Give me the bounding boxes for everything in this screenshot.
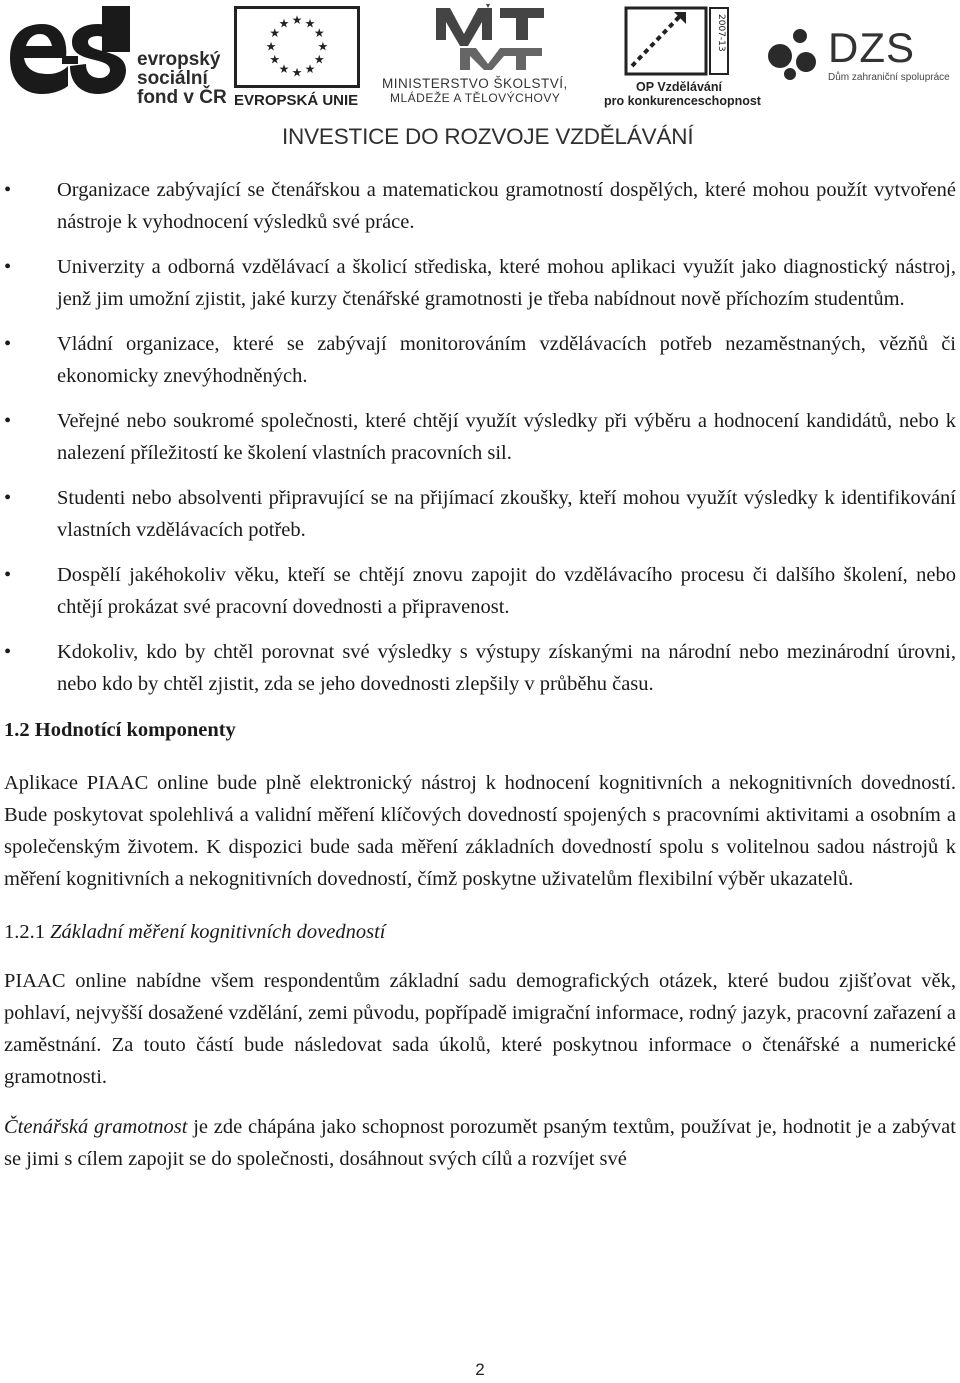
- op-years: 2007-13: [716, 14, 726, 52]
- dzs-mark-icon: [760, 26, 822, 82]
- section-heading: 1.2 Hodnotící komponenty: [4, 719, 236, 741]
- esf-line-2: sociální: [137, 68, 208, 89]
- list-item: • Veřejné nebo soukromé společnosti, které chtějí využít výsledky při výběru a hodnocení kandidátů, nebo k nalezení příležitostí ke školení vlastních pracovních sil.: [4, 405, 956, 469]
- eu-flag-icon: [234, 6, 360, 88]
- svg-text:★: ★: [269, 52, 281, 67]
- list-item: • Dospělí jakéhokoliv věku, kteří se chtějí znovu zapojit do vzdělávacího procesu či dalšího školení, nebo chtějí prokázat své pracovní dovednosti a připravenost.: [4, 559, 956, 623]
- document-body: [4, 174, 956, 1175]
- msmt-logo: [380, 4, 600, 108]
- definition-text: je zde chápána jako schopnost porozumět psaným textům, používat je, hodnotit je a zabývat se jimi s cílem zapojit se do společnosti, dosáhnout svých cílů a rozvíjet své: [4, 1116, 956, 1170]
- invest-slogan: INVESTICE DO ROZVOJE VZDĚLÁVÁNÍ: [282, 124, 694, 149]
- list-item: • Vládní organizace, které se zabývají monitorováním vzdělávacích potřeb nezaměstnaných, vězňů či ekonomicky znevýhodněných.: [4, 328, 956, 392]
- svg-text:★: ★: [291, 65, 303, 80]
- msmt-line-1: MINISTERSTVO ŠKOLSTVÍ,: [382, 76, 568, 91]
- section-paragraph: Aplikace PIAAC online bude plně elektronický nástroj k hodnocení kognitivních a nekognitivních dovedností. Bude poskytovat spolehlivá a validní měření klíčových dovedností spojených s pracovními aktivitami a osobním a společenským životem. K dispozici bude sada měření základních dovedností spolu s volitelnou sadou nástrojů k měření kognitivních a nekognitivních dovedností, čímž poskytne uživatelům flexibilní výběr ukazatelů.: [4, 772, 956, 890]
- eu-logo: [234, 6, 364, 109]
- svg-text:★: ★: [317, 39, 329, 54]
- svg-text:★: ★: [278, 16, 290, 31]
- subsection-title: Základní měření kognitivních dovedností: [50, 921, 386, 943]
- msmt-mark-icon: [430, 4, 550, 72]
- esf-logo: [2, 6, 232, 106]
- list-item: • Univerzity a odborná vzdělávací a školicí střediska, které mohou aplikaci využít jako diagnostický nástroj, jenž jim umožní zjistit, jaké kurzy čtenářské gramotnosti je třeba nabídnout nově příchozím studentům.: [4, 251, 956, 315]
- subsection-paragraph: PIAAC online nabídne všem respondentům základní sadu demografických otázek, které budou zjišťovat věk, pohlaví, nejvyšší dosažené vzdělání, zemi původu, popřípadě imigrační informace, rodný jazyk, pracovní zařazení a zaměstnání. Za touto částí bude následovat sada úkolů, které poskytnou informace o čtenářské a numerické gramotnosti.: [4, 970, 956, 1088]
- svg-text:★: ★: [313, 52, 325, 67]
- esf-line-3: fond v ČR: [137, 87, 227, 108]
- subsection-heading: [4, 915, 956, 949]
- list-item: • Organizace zabývající se čtenářskou a matematickou gramotností dospělých, které mohou použít vytvořené nástroje k vyhodnocení výsledků své práce.: [4, 174, 956, 238]
- svg-text:★: ★: [313, 25, 325, 40]
- esf-mark-icon: [2, 6, 130, 106]
- op-mark-icon: [622, 4, 732, 78]
- eu-label: EVROPSKÁ UNIE: [234, 92, 359, 109]
- op-line-2: pro konkurenceschopnost: [604, 94, 761, 108]
- subsection-number: 1.2.1: [4, 921, 45, 943]
- logo-header: [0, 0, 960, 150]
- svg-text:★: ★: [304, 16, 316, 31]
- dzs-subtitle: Dům zahraniční spolupráce: [828, 72, 950, 83]
- target-groups-list: [4, 174, 956, 700]
- msmt-line-2: MLÁDEŽE A TĚLOVÝCHOVY: [390, 91, 561, 105]
- dzs-logo: [760, 26, 950, 106]
- definition-paragraph: [4, 1111, 956, 1175]
- svg-text:★: ★: [269, 25, 281, 40]
- definition-term: Čtenářská gramotnost: [4, 1116, 188, 1138]
- dzs-title: DZS: [828, 24, 915, 71]
- op-line-1: OP Vzdělávání: [636, 80, 722, 94]
- list-item: • Kdokoliv, kdo by chtěl porovnat své výsledky s výstupy získanými na národní nebo mezinárodní úrovni, nebo kdo by chtěl zjistit, zda se jeho dovednosti zlepšily v průběhu času.: [4, 636, 956, 700]
- svg-text:★: ★: [291, 12, 303, 27]
- list-item: • Studenti nebo absolventi připravující se na přijímací zkoušky, kteří mohou využít výsledky k identifikování vlastních vzdělávacích potřeb.: [4, 482, 956, 546]
- op-logo: [604, 4, 761, 108]
- svg-text:★: ★: [304, 61, 316, 76]
- esf-text: [137, 50, 227, 107]
- op-text: [604, 80, 761, 108]
- esf-line-1: evropský: [137, 49, 221, 70]
- msmt-text: [380, 76, 600, 106]
- svg-text:★: ★: [265, 39, 277, 54]
- svg-text:★: ★: [278, 61, 290, 76]
- page-number: 2: [475, 1360, 485, 1379]
